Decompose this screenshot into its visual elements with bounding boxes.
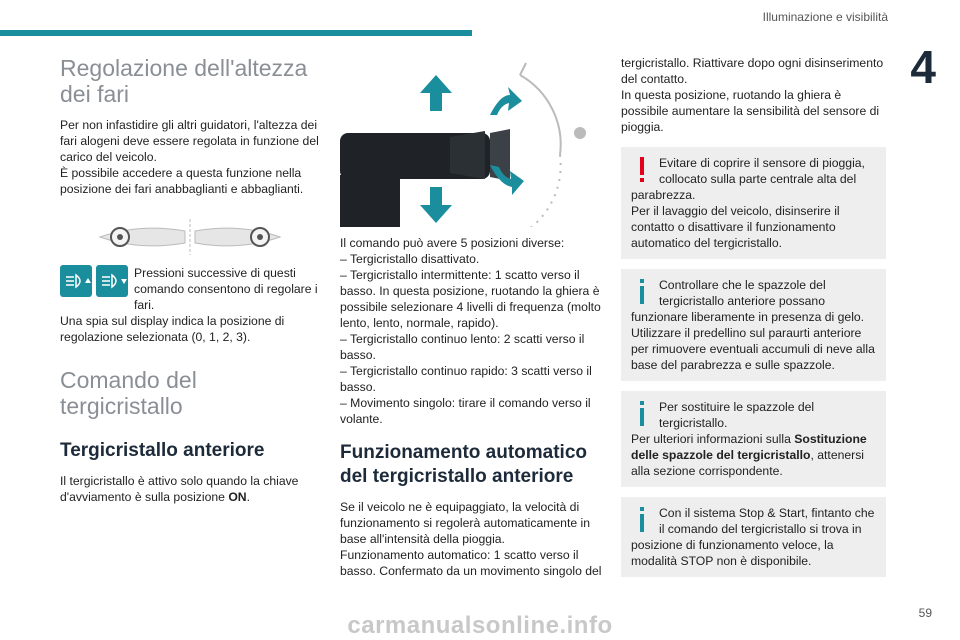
paragraph: Il comando può avere 5 posizioni diverse: (340, 236, 565, 250)
column-middle (340, 55, 605, 579)
section-title-headlight: Regolazione dell'altezza dei fari (60, 55, 308, 107)
headlight-down-icon (96, 265, 128, 297)
watermark: carmanualsonline.info (347, 612, 613, 639)
rotate-up-arrow-icon (490, 87, 522, 115)
list-item: – Movimento singolo: tirare il comando verso il volante. (340, 396, 591, 426)
info-box (621, 391, 886, 487)
paragraph: In questa posizione, ruotando la ghiera è possibile aumentare la sensibilità del sensore di pioggia. (621, 88, 880, 134)
column-right (621, 55, 886, 587)
info-box (621, 269, 886, 381)
paragraph: Se il veicolo ne è equipaggiato, la velocità di funzionamento si regolerà automaticamente in base all'intensità della pioggia. (340, 500, 590, 546)
info-text: Per sostituire le spazzole del tergicristallo. (659, 400, 815, 430)
wiper-stalk-diagram (340, 55, 598, 227)
info-text: Per ulteriori informazioni sulla Sostituzione delle spazzole del tergicristallo, attenersi alla sezione corrispondente. (631, 432, 867, 478)
position-scale-icon (520, 63, 561, 227)
list-item: – Tergicristallo continuo lento: 2 scatti verso il basso. (340, 332, 585, 362)
header-accent-bar (0, 30, 472, 36)
header-title: Illuminazione e visibilità (762, 10, 888, 24)
paragraph: Una spia sul display indica la posizione di regolazione selezionata (0, 1, 2, 3). (60, 314, 285, 344)
info-icon (631, 277, 653, 307)
headlight-adjust-buttons (60, 265, 128, 297)
arrow-up-icon (420, 75, 452, 111)
paragraph: tergicristallo. Riattivare dopo ogni disinserimento del contatto. (621, 56, 884, 86)
info-text: Utilizzare il predellino sul paraurti anteriore per rimuovere eventuali accumuli di neve alla base del parabrezza e sulle spazzole. (631, 326, 875, 372)
info-box (621, 497, 886, 577)
list-item: – Tergicristallo intermittente: 1 scatto verso il basso. In questa posizione, ruotando la ghiera è possibile selezionare 4 livelli di frequenza (molto lento, lento, normale, rapido). (340, 268, 601, 330)
headlight-up-icon (60, 265, 92, 297)
position-list (340, 251, 605, 427)
list-item: – Tergicristallo disattivato. (340, 252, 480, 266)
info-text: Controllare che le spazzole del tergicristallo anteriore possano funzionare liberamente in presenza di gelo. (631, 278, 865, 324)
paragraph: Funzionamento automatico: 1 scatto verso il basso. Confermato da un movimento singolo del (340, 548, 602, 578)
subtitle-front-wiper: Tergicristallo anteriore (60, 440, 265, 461)
warning-text: Evitare di coprire il sensore di pioggia, collocato sulla parte centrale alta del parabrezza. (631, 156, 865, 202)
warning-text: Per il lavaggio del veicolo, disinserire il contatto o disattivare il funzionamento automatico del tergicristallo. (631, 204, 840, 250)
column-left (60, 55, 322, 505)
paragraph: Per non infastidire gli altri guidatori, l'altezza dei fari alogeni deve essere regolata in funzione del carico del veicolo. (60, 118, 319, 164)
paragraph: Il tergicristallo è attivo solo quando la chiave d'avviamento è sulla posizione ON. (60, 474, 299, 504)
subtitle-auto-wiper: Funzionamento automatico del tergicristallo anteriore (340, 442, 587, 487)
chapter-number: 4 (910, 41, 936, 93)
info-text: Con il sistema Stop & Start, fintanto che il comando del tergicristallo si trova in posizione di funzionamento veloce, la modalità STOP non è disponibile. (631, 506, 875, 568)
paragraph: È possibile accedere a questa funzione nella posizione dei fari anabbaglianti e abbaglianti. (60, 166, 304, 196)
list-item: – Tergicristallo continuo rapido: 3 scatti verso il basso. (340, 364, 592, 394)
page-number: 59 (918, 606, 932, 620)
section-title-wiper: Comando del tergicristallo (60, 367, 197, 419)
info-icon (631, 505, 653, 535)
arrow-down-icon (420, 187, 452, 223)
headlight-diagram (60, 217, 322, 257)
paragraph: Pressioni successive di questi comando consentono di regolare i fari. (134, 266, 318, 312)
info-icon (631, 399, 653, 429)
warning-exclamation-icon (631, 155, 653, 185)
warning-box (621, 147, 886, 259)
